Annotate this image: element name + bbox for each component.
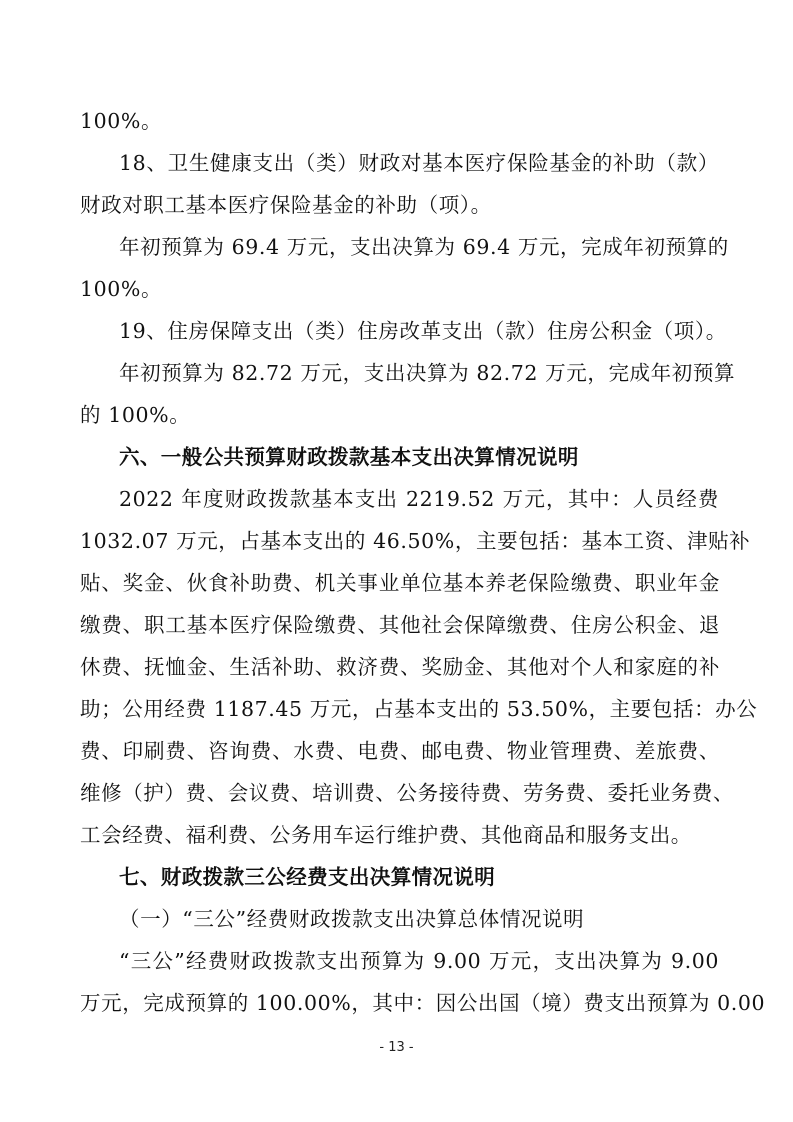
text-line: 2022 年度财政拨款基本支出 2219.52 万元，其中：人员经费 <box>119 487 719 511</box>
text-line: 1032.07 万元，占基本支出的 46.50%，主要包括：基本工资、津贴补 <box>80 529 751 553</box>
page-number: - 13 - <box>379 1040 414 1055</box>
text-line: 100%。 <box>80 277 163 301</box>
text-line: 年初预算为 69.4 万元，支出决算为 69.4 万元，完成年初预算的 <box>119 235 729 259</box>
text-line: 19、住房保障支出（类）住房改革支出（款）住房公积金（项）。 <box>119 319 727 343</box>
section-heading: 六、一般公共预算财政拨款基本支出决算情况说明 <box>119 445 579 469</box>
text-line: 贴、奖金、伙食补助费、机关事业单位基本养老保险缴费、职业年金 <box>80 571 720 595</box>
text-line: 万元，完成预算的 100.00%，其中：因公出国（境）费支出预算为 0.00 <box>80 991 766 1015</box>
text-line: 的 100%。 <box>80 403 191 427</box>
text-line: 100%。 <box>80 109 163 133</box>
text-line: 休费、抚恤金、生活补助、救济费、奖励金、其他对个人和家庭的补 <box>80 655 720 679</box>
text-line: 助；公用经费 1187.45 万元，占基本支出的 53.50%，主要包括：办公 <box>80 697 758 721</box>
text-line: “三公”经费财政拨款支出预算为 9.00 万元，支出决算为 9.00 <box>119 949 719 973</box>
text-line: 18、卫生健康支出（类）财政对基本医疗保险基金的补助（款） <box>119 151 719 175</box>
text-line: 维修（护）费、会议费、培训费、公务接待费、劳务费、委托业务费、 <box>80 781 735 805</box>
text-line: 年初预算为 82.72 万元，支出决算为 82.72 万元，完成年初预算 <box>119 361 736 385</box>
section-heading: 七、财政拨款三公经费支出决算情况说明 <box>119 865 496 889</box>
text-line: 财政对职工基本医疗保险基金的补助（项）。 <box>80 193 492 217</box>
text-line: 缴费、职工基本医疗保险缴费、其他社会保障缴费、住房公积金、退 <box>80 613 720 637</box>
text-line: 费、印刷费、咨询费、水费、电费、邮电费、物业管理费、差旅费、 <box>80 739 720 763</box>
text-line: 工会经费、福利费、公务用车运行维护费、其他商品和服务支出。 <box>80 823 692 847</box>
subsection-heading: （一）“三公”经费财政拨款支出决算总体情况说明 <box>119 907 585 931</box>
